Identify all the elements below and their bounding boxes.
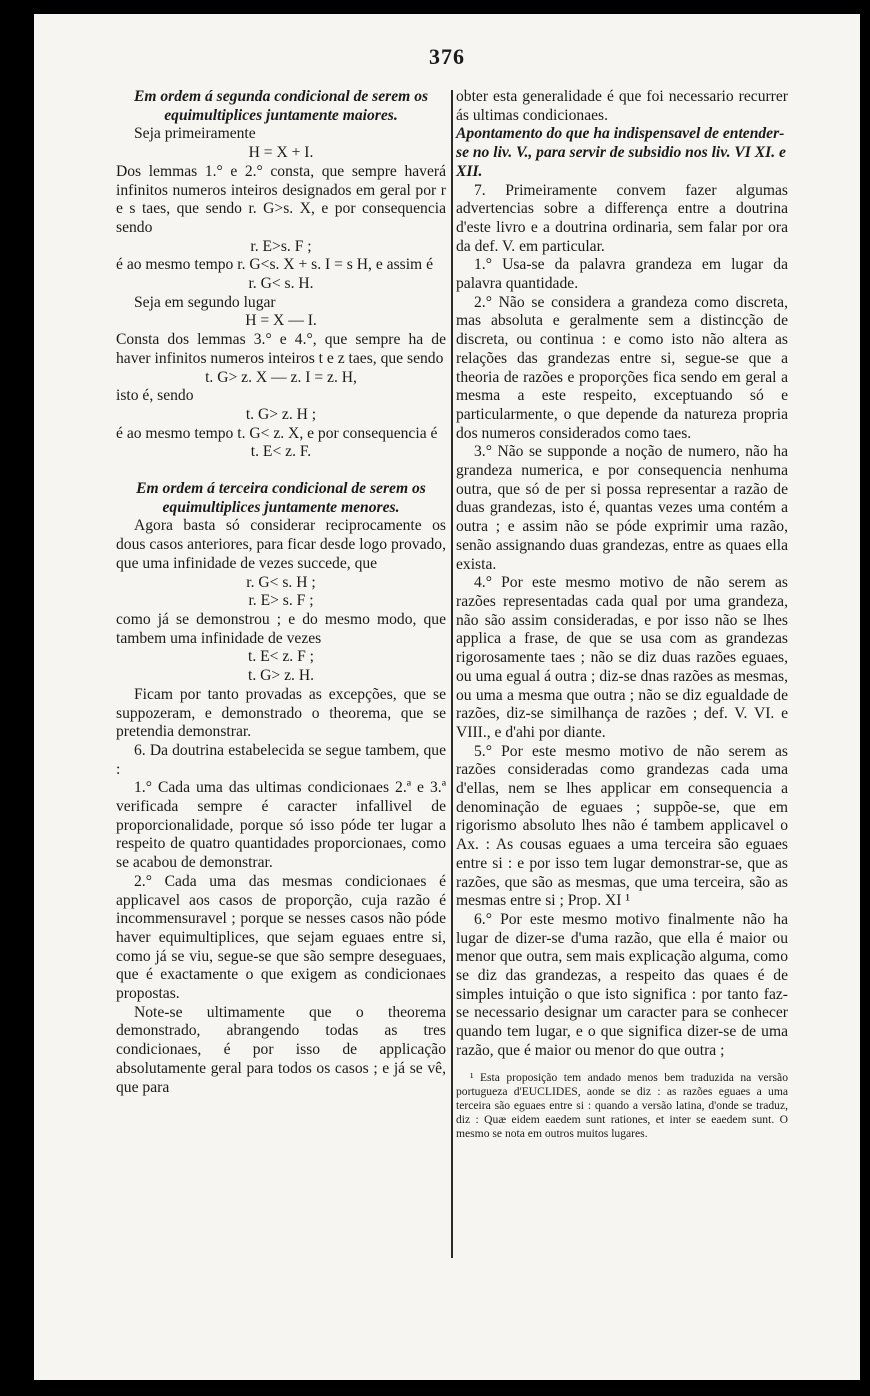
paragraph: Seja em segundo lugar [134,293,276,311]
paragraph: 6.° Por este mesmo motivo finalmente não ha lugar de dizer-se d'uma razão, que ella é maior ou menor que outra, sem mais explicação alguma, como se diz das grandezas, a respeito das quaes é de simples intuição o que isto significa : por tanto faz-se necessario designar um caracter para se conhecer quando tem lugar, e o que significa dizer-se de uma razão, que é maior ou menor do que outra ; [456,910,788,1059]
paragraph: é ao mesmo tempo t. G< z. X, e por consequencia é [116,424,438,442]
book-page [34,14,860,1380]
section-heading: Em ordem á segunda condicional de serem os equimultiplices juntamente maiores. [133,88,429,124]
paragraph: é ao mesmo tempo r. G<s. X + s. I = s H, e assim é [116,256,433,274]
left-column [116,88,446,1097]
paragraph: 5.° Por este mesmo motivo de não serem as razões consideradas como grandezas cada uma d'ellas, nem se lhes applicar em consequencia a denominação de eguaes ; suppõe-se, que em rigorismo absoluto lhes não é tambem applicavel o Ax. : As cousas eguaes a uma terceira são eguaes entre si : e por isso tem lugar demonstrar-se, que as razões, que são as mesmas, que uma terceira, são as mesmas entre si ; Prop. XI ¹ [456,742,788,910]
formula: t. G> z. X — z. I = z. H, [205,368,357,386]
formula: r. E> s. F ; [248,592,314,610]
formula: t. G> z. H. [248,667,314,685]
right-column [456,88,788,1141]
formula: t. E< z. F ; [248,648,314,666]
paragraph: obter esta generalidade é que foi necessario recurrer ás ultimas condicionaes. [456,88,788,124]
paragraph: Seja primeiramente [134,125,256,143]
column-divider [451,90,453,1258]
paragraph: Agora basta só considerar reciprocamente os dous casos anteriores, para ficar desde logo provado, que uma infinidade de vezes succede, que [116,517,446,572]
paragraph: 3.° Não se supponde a noção de numero, não ha grandeza numerica, e por consequencia nenhuma outra, que só de per si possa representar a razão de duas grandezas, isto é, quantas vezes uma contém a outra ; e assim não se póde exprimir uma razão, senão assignando duas grandezas, entre as quaes ella exista. [456,443,788,573]
formula: t. G> z. H ; [245,405,317,423]
paragraph: 1.° Usa-se da palavra grandeza em lugar da palavra quantidade. [456,256,788,293]
section-heading: Em ordem á terceira condicional de serem os equimultiplices juntamente menores. [136,480,426,516]
paragraph: 1.° Cada uma das ultimas condicionaes 2.ª e 3.ª verificada sempre é caracter infallivel de proporcionalidade, porque só isso póde ter lugar a respeito de quatro quantidades proporcionaes, como se acabou de demonstrar. [116,779,446,872]
formula: r. E>s. F ; [250,237,312,255]
paragraph: Consta dos lemmas 3.° e 4.°, que sempre ha de haver infinitos numeros inteiros t e z taes, que sendo [116,331,446,367]
paragraph: 6. Da doutrina estabelecida se segue tambem, que : [116,741,446,778]
paragraph: 7. Primeiramente convem fazer algumas advertencias sobre a differença entre a doutrina d'este livro e a doutrina ordinaria, sem falar por ora da def. V. em particular. [456,181,788,255]
formula: r. G< s. H. [248,275,314,293]
paragraph: 2.° Não se considera a grandeza como discreta, mas absoluta e geralmente sem a distincção de discreta, ou continua : e como isto não altera as relações das grandezas entre si, segue-se que a theoria de razões e proporções fica sendo em geral a mesma a este respeito, exceptuando só e particularmente, o que depende da natureza propria dos numeros considerados como taes. [456,293,788,442]
footnote [456,1071,788,1141]
paragraph: Note-se ultimamente que o theorema demonstrado, abrangendo todas as tres condicionaes, é por isso de applicação absolutamente geral para todos os casos ; e já se vê, que para [116,1003,446,1096]
formula: H = X — I. [245,312,317,330]
paragraph: Dos lemmas 1.° e 2.° consta, que sempre haverá infinitos numeros inteiros designados em geral por r e s taes, que sendo r. G>s. X, e por consequencia sendo [116,162,446,236]
formula: t. E< z. F. [250,443,312,461]
paragraph: 2.° Cada uma das mesmas condicionaes é applicavel aos casos de proporção, cuja razão é incommensuravel ; porque se nesses casos não póde haver equimultiplices, que sejam eguaes entre si, como já se viu, segue-se que são sempre deseguaes, que é exactamente o que exigem as condicionaes propostas. [116,872,446,1003]
section-heading: Apontamento do que ha indispensavel de entender-se no liv. V., para servir de subsidio nos liv. VI XI. e XII. [456,125,786,180]
paragraph: como já se demonstrou ; e do mesmo modo, que tambem uma infinidade de vezes [116,610,446,647]
paragraph: 4.° Por este mesmo motivo de não serem as razões representadas cada qual por uma grandeza, não são assim consideradas, e por isso não se lhes applica a frase, de que se usa com as grandezas rigorosamente taes ; não se diz duas razões eguaes, ou uma egual á outra ; diz-se dnas razões as mesmas, ou uma a mesma que outra ; não se diz egualdade de razões, diz-se similhança de razões ; def. V. VI. e VIII., e d'ahi por diante. [456,574,788,741]
formula: H = X + I. [248,144,314,162]
formula: r. G< s. H ; [246,573,316,591]
paragraph: isto é, sendo [116,387,194,405]
paragraph: Ficam por tanto provadas as excepções, que se suppozeram, e demonstrado o theorema, que se pretendia demonstrar. [116,685,446,741]
page-number: 376 [429,44,465,69]
footnote-text: ¹ Esta proposição tem andado menos bem traduzida na versão portugueza d'EUCLIDES, aonde se diz : as razões eguaes a uma terceira são eguaes entre si : quando a versão latina, d'onde se traduz, diz : Quæ eidem eaedem sunt rationes, et inter se eaedem sunt. O mesmo se nota em outros muitos lugares. [456,1070,788,1140]
